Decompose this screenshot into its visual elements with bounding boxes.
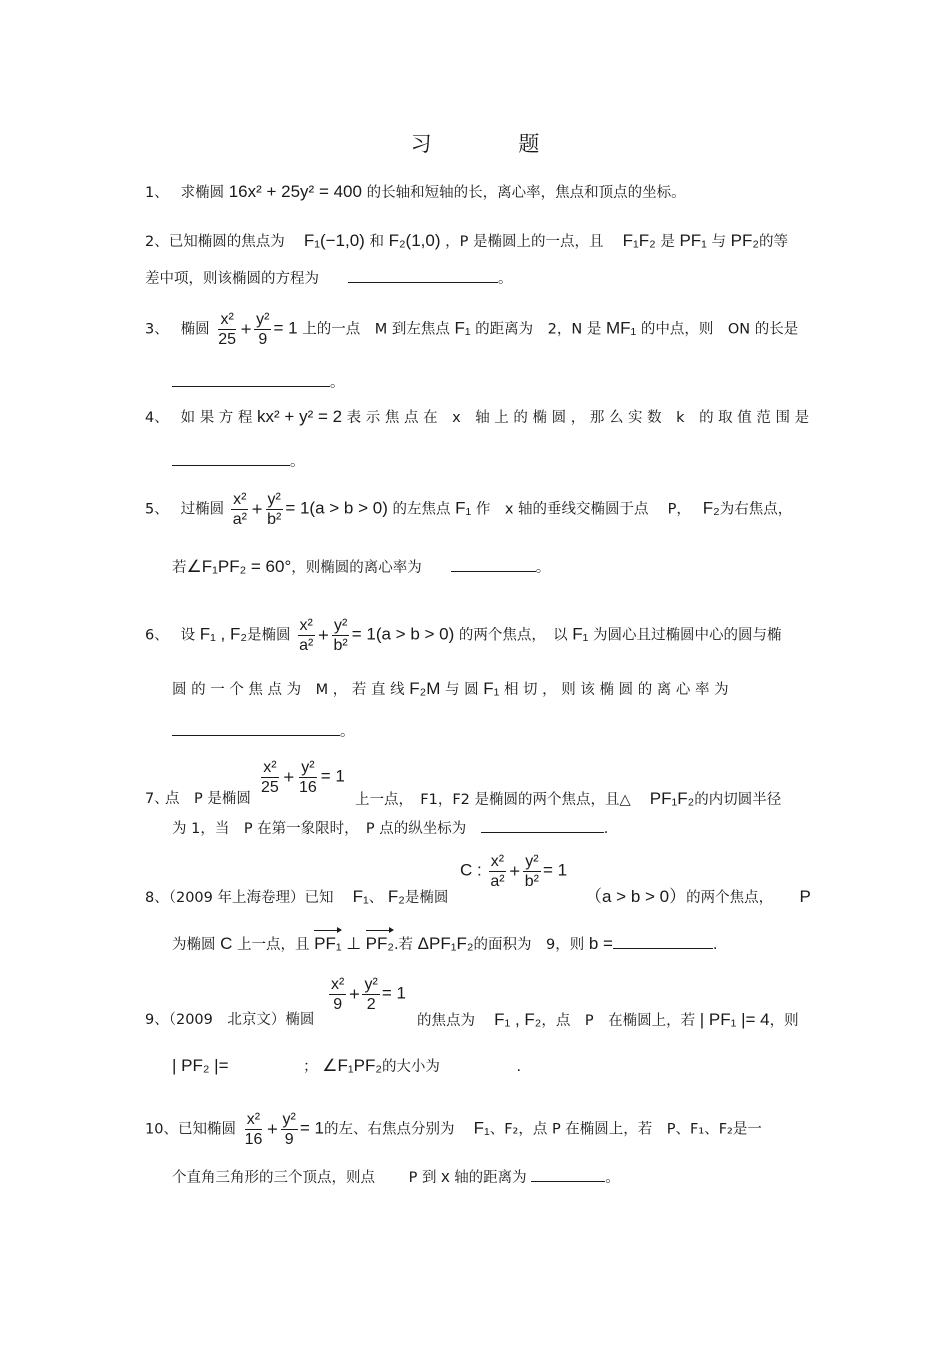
question-4: 4、 如 果 方 程 kx² + y² = 2 表 示 焦 点 在 x 轴 上 的 椭 圆 ， 那 么 实 数 k 的 取 值 范 围 是	[145, 407, 810, 426]
answer-blank[interactable]	[348, 268, 498, 283]
question-number: 6、	[145, 627, 162, 644]
fraction: $\frac{\text{x²}}{16}$	[244, 1111, 263, 1148]
vector-pf2: PF₂	[365, 934, 394, 953]
vector-pf1: PF₁	[314, 934, 342, 953]
question-8-cont: 为椭圆 C 上一点，且 PF₁ ⊥ PF₂.若 ΔPF₁F₂的面积为 9，则 b = .	[172, 934, 718, 953]
question-number: 8、	[145, 890, 169, 906]
question-4-cont: 。	[172, 451, 837, 473]
question-number: 7、	[145, 791, 169, 807]
question-7-cont: 为 1，当 P 在第一象限时， P 点的纵坐标为 .	[172, 818, 837, 840]
fraction: $\frac{\text{y²}}{\text{b²}}$	[333, 617, 348, 654]
question-3: 3、 椭圆 $\frac{\text{x²}}{25}$ + $\frac{\text{y²}}{9}$ = 1 上的一点 M 到左焦点 F₁ 的距离为 2，N 是 MF₁ 的中点，则 ON 的长是	[145, 311, 799, 348]
fraction: $\frac{\text{x²}}{25}$	[218, 311, 236, 348]
question-5-cont: 若∠F₁PF₂ = 60°，则椭圆的离心率为 。	[172, 557, 551, 576]
fraction: $\frac{\text{y²}}{16}$	[298, 759, 317, 796]
question-2-cont: 差中项，则该椭圆的方程为 。	[145, 268, 810, 290]
question-2: 2、已知椭圆的焦点为 F₁(−1,0) 和 F₂(1,0) ，P 是椭圆上的一点，且 F₁F₂ 是 PF₁ 与 PF₂的等	[145, 231, 788, 250]
answer-blank[interactable]	[172, 372, 330, 387]
question-1: 1、 求椭圆 16x² + 25y² = 400 的长轴和短轴的长，离心率，焦点和顶点的坐标。	[145, 182, 686, 201]
question-6-cont: 圆 的 一 个 焦 点 为 M ， 若 直 线 F₂M 与 圆 F₁ 相 切 ， 则 该 椭 圆 的 离 心 率 为	[172, 679, 729, 698]
question-6: 6、 设 F₁ , F₂是椭圆 $\frac{\text{x²}}{\text{a²}}$ + $\frac{\text{y²}}{\text{b²}}$ = 1(a > b > 0) 的两个焦点， 以 F₁ 为圆心且过椭圆中心的圆与椭	[145, 617, 782, 654]
question-10: 10、已知椭圆 $\frac{\text{x²}}{16}$ + $\frac{\text{y²}}{9}$ = 1的左、右焦点分别为 F₁、F₂，点 P 在椭圆上，若 P、F₁、F₂是一	[145, 1111, 762, 1148]
answer-blank[interactable]	[233, 1057, 303, 1071]
question-number: 1、	[145, 185, 162, 201]
question-number: 2、	[145, 234, 169, 250]
fraction: $\frac{\text{y²}}{\text{b²}}$	[524, 853, 539, 890]
fraction: $\frac{\text{x²}}{\text{a²}}$	[232, 491, 247, 528]
question-number: 4、	[145, 410, 162, 426]
fraction: $\frac{\text{y²}}{9}$	[282, 1111, 296, 1148]
answer-blank[interactable]	[172, 721, 340, 736]
answer-blank[interactable]	[172, 451, 290, 466]
question-number: 5、	[145, 501, 162, 518]
question-number: 3、	[145, 321, 162, 338]
fraction: $\frac{\text{y²}}{\text{b²}}$	[267, 491, 282, 528]
question-10-cont: 个直角三角形的三个顶点，则点 P 到 x 轴的距离为 。	[172, 1167, 620, 1186]
question-5: 5、 过椭圆 $\frac{\text{x²}}{\text{a²}}$ + $\frac{\text{y²}}{\text{b²}}$ = 1(a > b > 0) 的左焦点 F₁ 作 x 轴的垂线交椭圆于点 P， F₂为右焦点，	[145, 491, 793, 528]
fraction: $\frac{\text{y²}}{2}$	[364, 976, 378, 1013]
answer-blank[interactable]	[481, 818, 604, 833]
question-9-cont: | PF₂ |= ； ∠F₁PF₂的大小为 .	[172, 1056, 522, 1075]
question-6-cont2: 。	[172, 721, 837, 743]
question-number: 9、	[145, 1012, 169, 1028]
fraction: $\frac{\text{y²}}{9}$	[256, 311, 270, 348]
fraction: $\frac{\text{x²}}{25}$	[261, 759, 279, 796]
answer-blank[interactable]	[445, 1057, 517, 1071]
answer-blank[interactable]	[451, 557, 536, 572]
fraction: $\frac{\text{x²}}{\text{a²}}$	[490, 853, 505, 890]
question-9: 9、（2009 北京文）椭圆 $\frac{\text{x²}}{9}$ + $\frac{\text{y²}}{2}$ = 1 的焦点为 F₁ , F₂，点 P 在椭圆上，若 | PF₁ |= 4，则	[145, 976, 799, 1029]
question-3-cont: 。	[172, 372, 837, 394]
question-7: 7、 点 P 是椭圆 $\frac{\text{x²}}{25}$ + $\frac{\text{y²}}{16}$ = 1 上一点， F1，F2 是椭圆的两个焦点，且△ PF₁F₂的内切圆半径	[145, 759, 782, 808]
question-number: 10、	[145, 1121, 178, 1138]
answer-blank[interactable]	[531, 1167, 605, 1182]
page-title: 习 题	[410, 132, 580, 156]
equation: 16x² + 25y² = 400	[228, 182, 362, 201]
fraction: $\frac{\text{x²}}{\text{a²}}$	[299, 617, 314, 654]
answer-blank[interactable]	[613, 934, 713, 949]
question-8: 8、（2009 年上海卷理）已知 F₁、 F₂是椭圆 C : $\frac{\text{x²}}{\text{a²}}$ + $\frac{\text{y²}}{\text{b²}}$ = 1 （a > b > 0）的两个焦点， P	[145, 853, 811, 906]
fraction: $\frac{\text{x²}}{9}$	[331, 976, 345, 1013]
